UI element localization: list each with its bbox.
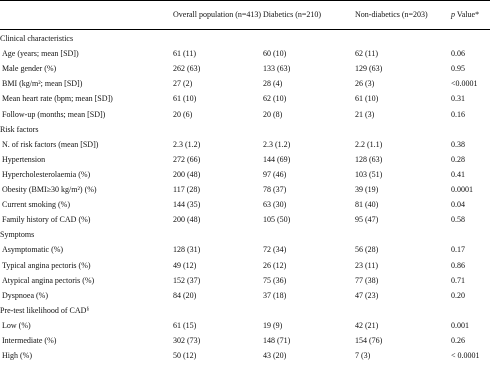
table-row <box>0 78 490 93</box>
non-diabetics-value: 26 (3) <box>355 79 375 89</box>
overall-value: 50 (12) <box>173 351 197 361</box>
table-row <box>0 320 490 335</box>
diabetics-value: 2.3 (1.2) <box>263 139 291 149</box>
non-diabetics-value: 129 (63) <box>355 64 383 74</box>
table-top-rule <box>0 0 490 1</box>
non-diabetics-value: 103 (51) <box>355 169 383 179</box>
overall-value: 61 (15) <box>173 320 197 330</box>
section-heading: Risk factors <box>0 124 39 134</box>
table-header-rule <box>0 29 490 30</box>
p-value: 0.58 <box>451 215 465 225</box>
overall-value: 27 (2) <box>173 79 193 89</box>
row-label: Typical angina pectoris (%) <box>2 260 91 270</box>
header-p-value <box>451 10 479 19</box>
p-value: 0.06 <box>451 49 465 59</box>
non-diabetics-value: 77 (38) <box>355 275 379 285</box>
diabetics-value: 144 (69) <box>263 154 291 164</box>
non-diabetics-value: 42 (21) <box>355 320 379 330</box>
table-row <box>0 139 490 154</box>
section-heading-row <box>0 229 490 244</box>
row-label: High (%) <box>2 351 32 361</box>
row-label: Asymptomatic (%) <box>2 245 64 255</box>
non-diabetics-value: 39 (19) <box>355 185 379 194</box>
row-label: Family history of CAD (%) <box>2 215 91 225</box>
diabetics-value: 28 (4) <box>263 79 283 89</box>
diabetics-value: 105 (50) <box>263 215 291 225</box>
overall-value: 49 (12) <box>173 260 197 270</box>
non-diabetics-value: 2.2 (1.1) <box>355 139 383 149</box>
header-p-rest: Value* <box>455 10 480 19</box>
non-diabetics-value: 47 (23) <box>355 290 379 300</box>
row-label: Follow-up (months; mean [SD]) <box>2 109 106 119</box>
row-label: N. of risk factors (mean [SD]) <box>2 139 99 149</box>
row-label: Hypertension <box>2 154 46 164</box>
overall-value: 302 (73) <box>173 336 201 345</box>
p-value: 0.38 <box>451 139 465 149</box>
diabetics-value: 97 (46) <box>263 169 287 179</box>
p-value: 0.04 <box>451 200 465 210</box>
diabetics-value: 75 (36) <box>263 275 287 285</box>
p-value: 0.16 <box>451 109 465 119</box>
table-row <box>0 275 490 290</box>
non-diabetics-value: 61 (10) <box>355 94 379 104</box>
section-heading: Pre-test likelihood of CAD <box>0 305 87 315</box>
table-row <box>0 335 490 350</box>
p-value: 0.0001 <box>451 185 473 194</box>
non-diabetics-value: 95 (47) <box>355 215 379 225</box>
table-row <box>0 93 490 108</box>
diabetics-value: 72 (34) <box>263 245 287 255</box>
row-label: Low (%) <box>2 320 31 330</box>
table-row <box>0 48 490 63</box>
p-value: 0.86 <box>451 260 465 270</box>
non-diabetics-value: 56 (28) <box>355 245 379 255</box>
section-heading-row <box>0 305 490 320</box>
row-label: Age (years; mean [SD]) <box>2 49 79 59</box>
row-label: Male gender (%) <box>2 64 57 74</box>
non-diabetics-value: 128 (63) <box>355 154 383 164</box>
section-heading-wrap <box>0 305 89 317</box>
table-row <box>0 214 490 229</box>
non-diabetics-value: 62 (11) <box>355 49 379 59</box>
p-value: 0.28 <box>451 154 465 164</box>
non-diabetics-value: 154 (76) <box>355 336 383 345</box>
table-row <box>0 169 490 184</box>
table-row <box>0 244 490 259</box>
header-diabetics: Diabetics (n=210) <box>263 10 322 19</box>
row-label: Dyspnoea (%) <box>2 290 48 300</box>
overall-value: 200 (48) <box>173 169 201 179</box>
section-heading-row <box>0 33 490 48</box>
row-label: Intermediate (%) <box>2 336 57 345</box>
table-row <box>0 184 490 199</box>
diabetics-value: 43 (20) <box>263 351 287 361</box>
p-value: 0.41 <box>451 169 465 179</box>
diabetics-value: 78 (37) <box>263 185 287 194</box>
p-value: 0.20 <box>451 290 465 300</box>
section-heading: Symptoms <box>0 230 35 240</box>
p-value: <0.0001 <box>451 79 478 89</box>
overall-value: 144 (35) <box>173 200 201 210</box>
diabetics-value: 26 (12) <box>263 260 287 270</box>
row-label: Current smoking (%) <box>2 200 70 210</box>
row-label: Mean heart rate (bpm; mean [SD]) <box>2 94 113 104</box>
non-diabetics-value: 23 (11) <box>355 260 379 270</box>
p-value: 0.71 <box>451 275 465 285</box>
diabetics-value: 37 (18) <box>263 290 287 300</box>
overall-value: 84 (20) <box>173 290 197 300</box>
overall-value: 152 (37) <box>173 275 201 285</box>
overall-value: 20 (6) <box>173 109 193 119</box>
section-heading-row <box>0 124 490 139</box>
overall-value: 61 (11) <box>173 49 197 59</box>
diabetics-value: 20 (8) <box>263 109 283 119</box>
p-value: < 0.0001 <box>451 351 480 361</box>
section-heading: Clinical characteristics <box>0 34 74 43</box>
overall-value: 262 (63) <box>173 64 201 74</box>
table-row <box>0 260 490 275</box>
overall-value: 117 (28) <box>173 185 201 194</box>
non-diabetics-value: 7 (3) <box>355 351 371 361</box>
footnote-marker: § <box>86 306 89 312</box>
table-row <box>0 109 490 124</box>
diabetics-value: 19 (9) <box>263 320 283 330</box>
table-row <box>0 63 490 78</box>
row-label: Atypical angina pectoris (%) <box>2 275 95 285</box>
table-row <box>0 154 490 169</box>
diabetics-value: 60 (10) <box>263 49 287 59</box>
table-row <box>0 199 490 214</box>
row-label: Hypercholesterolaemia (%) <box>2 169 91 179</box>
header-non-diabetics: Non-diabetics (n=203) <box>355 10 428 19</box>
non-diabetics-value: 21 (3) <box>355 109 375 119</box>
p-value: 0.31 <box>451 94 465 104</box>
overall-value: 272 (66) <box>173 154 201 164</box>
p-value: 0.26 <box>451 336 465 345</box>
header-overall-population: Overall population (n=413) <box>173 10 262 19</box>
overall-value: 2.3 (1.2) <box>173 139 201 149</box>
table-row <box>0 290 490 305</box>
p-value: 0.95 <box>451 64 465 74</box>
diabetics-value: 63 (30) <box>263 200 287 210</box>
diabetics-value: 148 (71) <box>263 336 291 345</box>
non-diabetics-value: 81 (40) <box>355 200 379 210</box>
table-row <box>0 350 490 365</box>
row-label: Obesity (BMI≥30 kg/m²) (%) <box>2 185 97 194</box>
p-value: 0.001 <box>451 320 469 330</box>
row-label: BMI (kg/m²; mean [SD]) <box>2 79 83 89</box>
overall-value: 61 (10) <box>173 94 197 104</box>
diabetics-value: 62 (10) <box>263 94 287 104</box>
overall-value: 128 (31) <box>173 245 201 255</box>
overall-value: 200 (48) <box>173 215 201 225</box>
header-p-italic: p <box>451 10 455 19</box>
diabetics-value: 133 (63) <box>263 64 291 74</box>
p-value: 0.17 <box>451 245 465 255</box>
